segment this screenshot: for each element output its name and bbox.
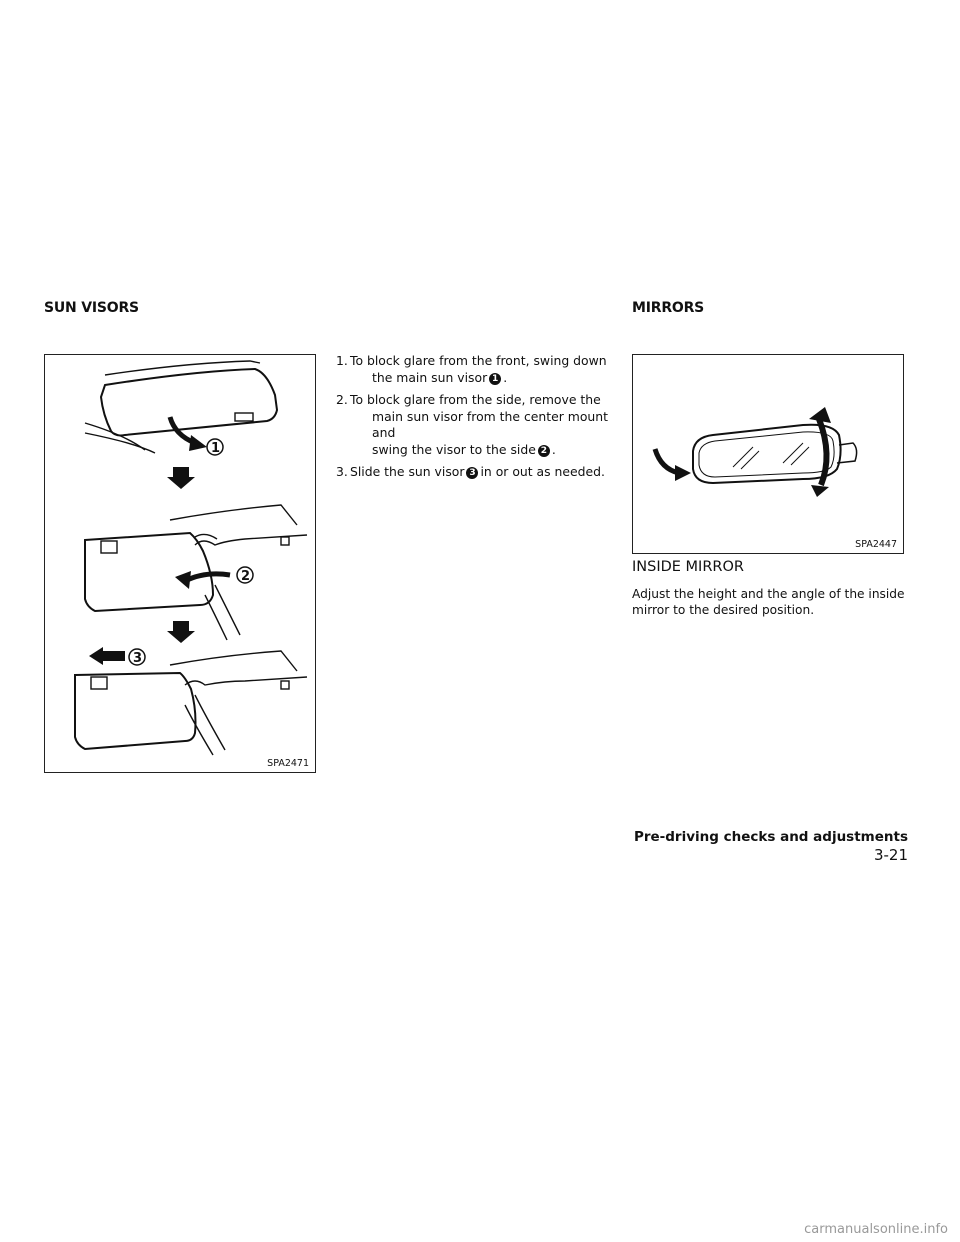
circled-number-icon: 2: [538, 445, 550, 457]
inside-mirror-title: INSIDE MIRROR: [632, 559, 744, 575]
figure-code-left: SPA2471: [267, 758, 309, 769]
page-footer: [630, 826, 908, 864]
tilt-arrow-icon: [819, 419, 827, 485]
page-number: 3-21: [873, 846, 908, 864]
inside-mirror-illustration: [633, 355, 903, 553]
section-heading-mirrors: MIRRORS: [632, 300, 705, 316]
inside-mirror-figure: [632, 354, 904, 554]
svg-text:1: 1: [211, 441, 221, 456]
sun-visor-illustration: [45, 355, 315, 772]
step-3: 3. Slide the sun visor 3 in or out as needed.: [336, 464, 605, 479]
swing-side-arrow-icon: [185, 574, 230, 581]
svg-text:2: 2: [241, 569, 251, 584]
section-heading-sun-visors: SUN VISORS: [44, 300, 139, 316]
slide-arrow-icon: [89, 647, 103, 665]
svg-text:3: 3: [133, 651, 143, 666]
circled-number-icon: 1: [489, 373, 501, 385]
sun-visor-figure: [44, 354, 316, 773]
down-arrow-icon: [167, 477, 195, 489]
figure-code-right: SPA2447: [855, 539, 897, 550]
circled-number-icon: 3: [466, 467, 478, 479]
step-1: 1. To block glare from the front, swing down the main sun visor 1 .: [336, 353, 607, 385]
inside-mirror-body: Adjust the height and the angle of the inside mirror to the desired position.: [632, 587, 905, 617]
watermark-text: carmanualsonline.info: [804, 1222, 948, 1237]
down-arrow-icon-2: [167, 631, 195, 643]
step-2: 2. To block glare from the side, remove the main sun visor from the center mount and swing the visor to the side 2 .: [336, 392, 608, 457]
chapter-title: Pre-driving checks and adjustments: [633, 829, 908, 845]
sun-visor-steps: [330, 353, 608, 487]
